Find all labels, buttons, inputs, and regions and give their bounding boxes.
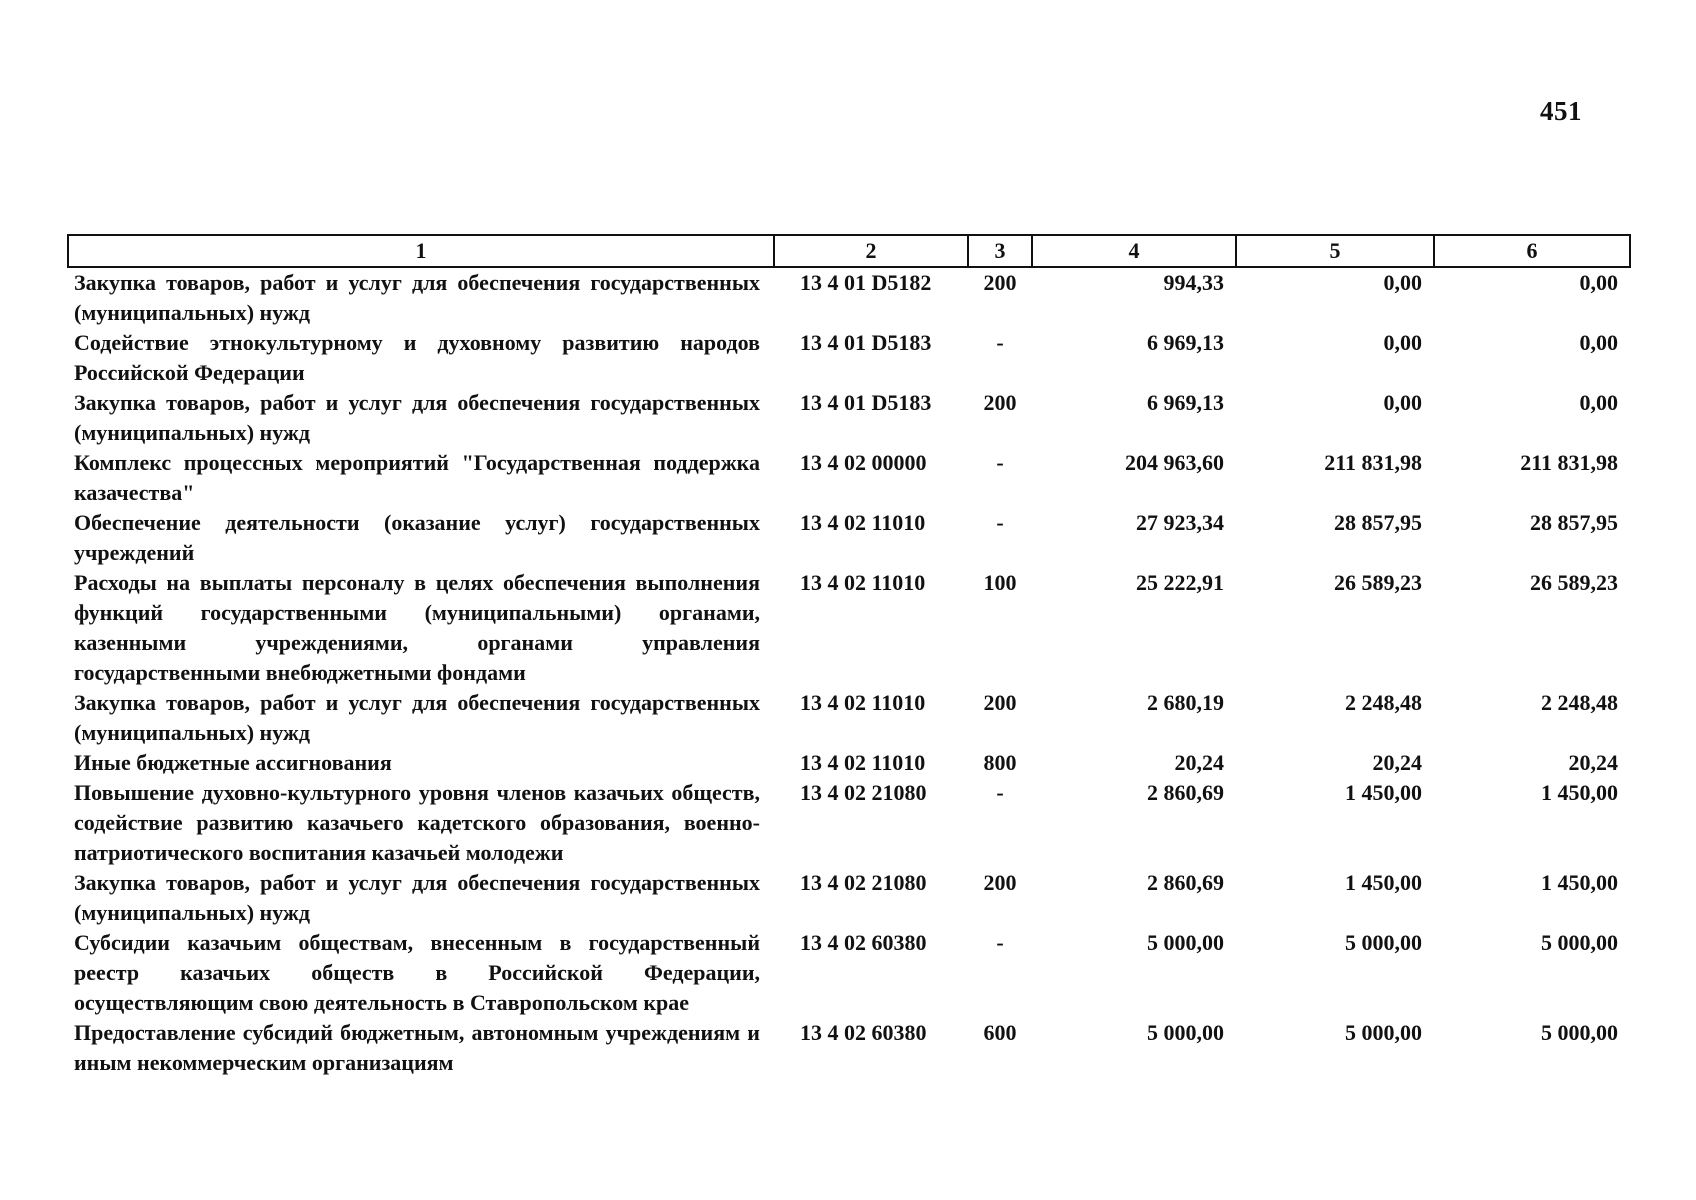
row-name: Иные бюджетные ассигнования — [74, 750, 392, 775]
table-header-row — [68, 235, 1630, 267]
row-value-5: 20,24 — [1372, 750, 1422, 775]
row-name: Субсидии казачьим обществам, внесенным в государственный реестр казачьих обществ в Российской Федерации, осуществляющим свою деятельность в Ставропольском крае — [74, 930, 760, 1015]
row-value-5: 0,00 — [1383, 270, 1422, 295]
column-header: 1 — [68, 235, 774, 267]
row-value-4: 204 963,60 — [1125, 450, 1224, 475]
row-name: Комплекс процессных мероприятий "Государственная поддержка казачества" — [74, 450, 760, 505]
row-code: 13 4 02 60380 — [800, 1020, 927, 1045]
row-value-6: 211 831,98 — [1520, 450, 1618, 475]
row-expense-type: - — [996, 930, 1004, 955]
row-expense-type: - — [996, 330, 1004, 355]
row-name: Закупка товаров, работ и услуг для обеспечения государственных (муниципальных) нужд — [74, 690, 760, 745]
table-row — [68, 448, 1630, 508]
row-value-5: 0,00 — [1383, 390, 1422, 415]
row-value-4: 20,24 — [1174, 750, 1224, 775]
table-row — [68, 508, 1630, 568]
row-value-5: 26 589,23 — [1334, 570, 1422, 595]
row-value-6: 0,00 — [1579, 390, 1618, 415]
row-value-5: 5 000,00 — [1345, 930, 1422, 955]
row-value-5: 2 248,48 — [1345, 690, 1422, 715]
row-value-4: 25 222,91 — [1136, 570, 1224, 595]
row-expense-type: 100 — [983, 570, 1017, 595]
row-value-5: 1 450,00 — [1345, 870, 1422, 895]
row-code: 13 4 02 60380 — [800, 930, 927, 955]
row-value-4: 27 923,34 — [1136, 510, 1224, 535]
row-expense-type: - — [996, 450, 1004, 475]
row-value-4: 2 860,69 — [1147, 870, 1224, 895]
row-expense-type: 600 — [983, 1020, 1017, 1045]
row-code: 13 4 02 11010 — [800, 510, 926, 535]
column-header: 4 — [1032, 235, 1236, 267]
row-value-6: 26 589,23 — [1530, 570, 1618, 595]
row-value-4: 994,33 — [1163, 270, 1224, 295]
row-expense-type: 800 — [983, 750, 1017, 775]
row-expense-type: 200 — [983, 390, 1017, 415]
row-value-6: 0,00 — [1579, 270, 1618, 295]
row-value-6: 5 000,00 — [1541, 930, 1618, 955]
column-header: 6 — [1434, 235, 1630, 267]
table-row — [68, 328, 1630, 388]
row-value-5: 1 450,00 — [1345, 780, 1422, 805]
table-row — [68, 688, 1630, 748]
row-code: 13 4 02 00000 — [800, 450, 927, 475]
row-value-5: 0,00 — [1383, 330, 1422, 355]
row-value-4: 5 000,00 — [1147, 1020, 1224, 1045]
row-name: Закупка товаров, работ и услуг для обеспечения государственных (муниципальных) нужд — [74, 390, 760, 445]
column-header: 3 — [968, 235, 1032, 267]
row-value-5: 211 831,98 — [1324, 450, 1422, 475]
row-name: Повышение духовно-культурного уровня членов казачьих обществ, содействие развитию казачьего кадетского образования, военно-патриотического воспитания казачьей молодежи — [74, 780, 760, 865]
table-row — [68, 868, 1630, 928]
column-header: 2 — [774, 235, 968, 267]
row-value-4: 6 969,13 — [1147, 390, 1224, 415]
row-value-6: 1 450,00 — [1541, 780, 1618, 805]
table-row — [68, 778, 1630, 868]
row-value-4: 2 860,69 — [1147, 780, 1224, 805]
row-code: 13 4 02 11010 — [800, 690, 926, 715]
row-code: 13 4 01 D5183 — [800, 330, 932, 355]
row-value-6: 1 450,00 — [1541, 870, 1618, 895]
row-name: Расходы на выплаты персоналу в целях обеспечения выполнения функций государственными (муниципальными) органами, казенными учреждениями, органами управления государственными внебюджетными фондами — [74, 570, 760, 685]
row-name: Предоставление субсидий бюджетным, автономным учреждениям и иным некоммерческим организациям — [74, 1020, 760, 1075]
row-value-6: 28 857,95 — [1530, 510, 1618, 535]
row-value-6: 0,00 — [1579, 330, 1618, 355]
row-name: Закупка товаров, работ и услуг для обеспечения государственных (муниципальных) нужд — [74, 270, 760, 325]
table-row — [68, 388, 1630, 448]
table-row — [68, 267, 1630, 328]
table-row — [68, 928, 1630, 1018]
row-expense-type: - — [996, 510, 1004, 535]
row-value-4: 2 680,19 — [1147, 690, 1224, 715]
row-code: 13 4 01 D5183 — [800, 390, 932, 415]
row-code: 13 4 01 D5182 — [800, 270, 932, 295]
row-expense-type: 200 — [983, 690, 1017, 715]
table-row — [68, 748, 1630, 778]
row-value-4: 6 969,13 — [1147, 330, 1224, 355]
row-value-4: 5 000,00 — [1147, 930, 1224, 955]
table-row — [68, 568, 1630, 688]
row-value-6: 2 248,48 — [1541, 690, 1618, 715]
row-expense-type: 200 — [983, 270, 1017, 295]
page-number: 451 — [1540, 96, 1582, 126]
row-name: Закупка товаров, работ и услуг для обеспечения государственных (муниципальных) нужд — [74, 870, 760, 925]
table-row — [68, 1018, 1630, 1078]
row-name: Обеспечение деятельности (оказание услуг) государственных учреждений — [74, 510, 760, 565]
row-expense-type: 200 — [983, 870, 1017, 895]
column-header: 5 — [1236, 235, 1434, 267]
row-code: 13 4 02 11010 — [800, 570, 926, 595]
row-value-5: 28 857,95 — [1334, 510, 1422, 535]
row-code: 13 4 02 21080 — [800, 870, 927, 895]
row-expense-type: - — [996, 780, 1004, 805]
row-name: Содействие этнокультурному и духовному развитию народов Российской Федерации — [74, 330, 760, 385]
row-code: 13 4 02 21080 — [800, 780, 927, 805]
row-value-6: 5 000,00 — [1541, 1020, 1618, 1045]
table-body — [68, 267, 1630, 1078]
row-value-6: 20,24 — [1568, 750, 1618, 775]
budget-table — [67, 234, 1631, 1078]
row-code: 13 4 02 11010 — [800, 750, 926, 775]
row-value-5: 5 000,00 — [1345, 1020, 1422, 1045]
